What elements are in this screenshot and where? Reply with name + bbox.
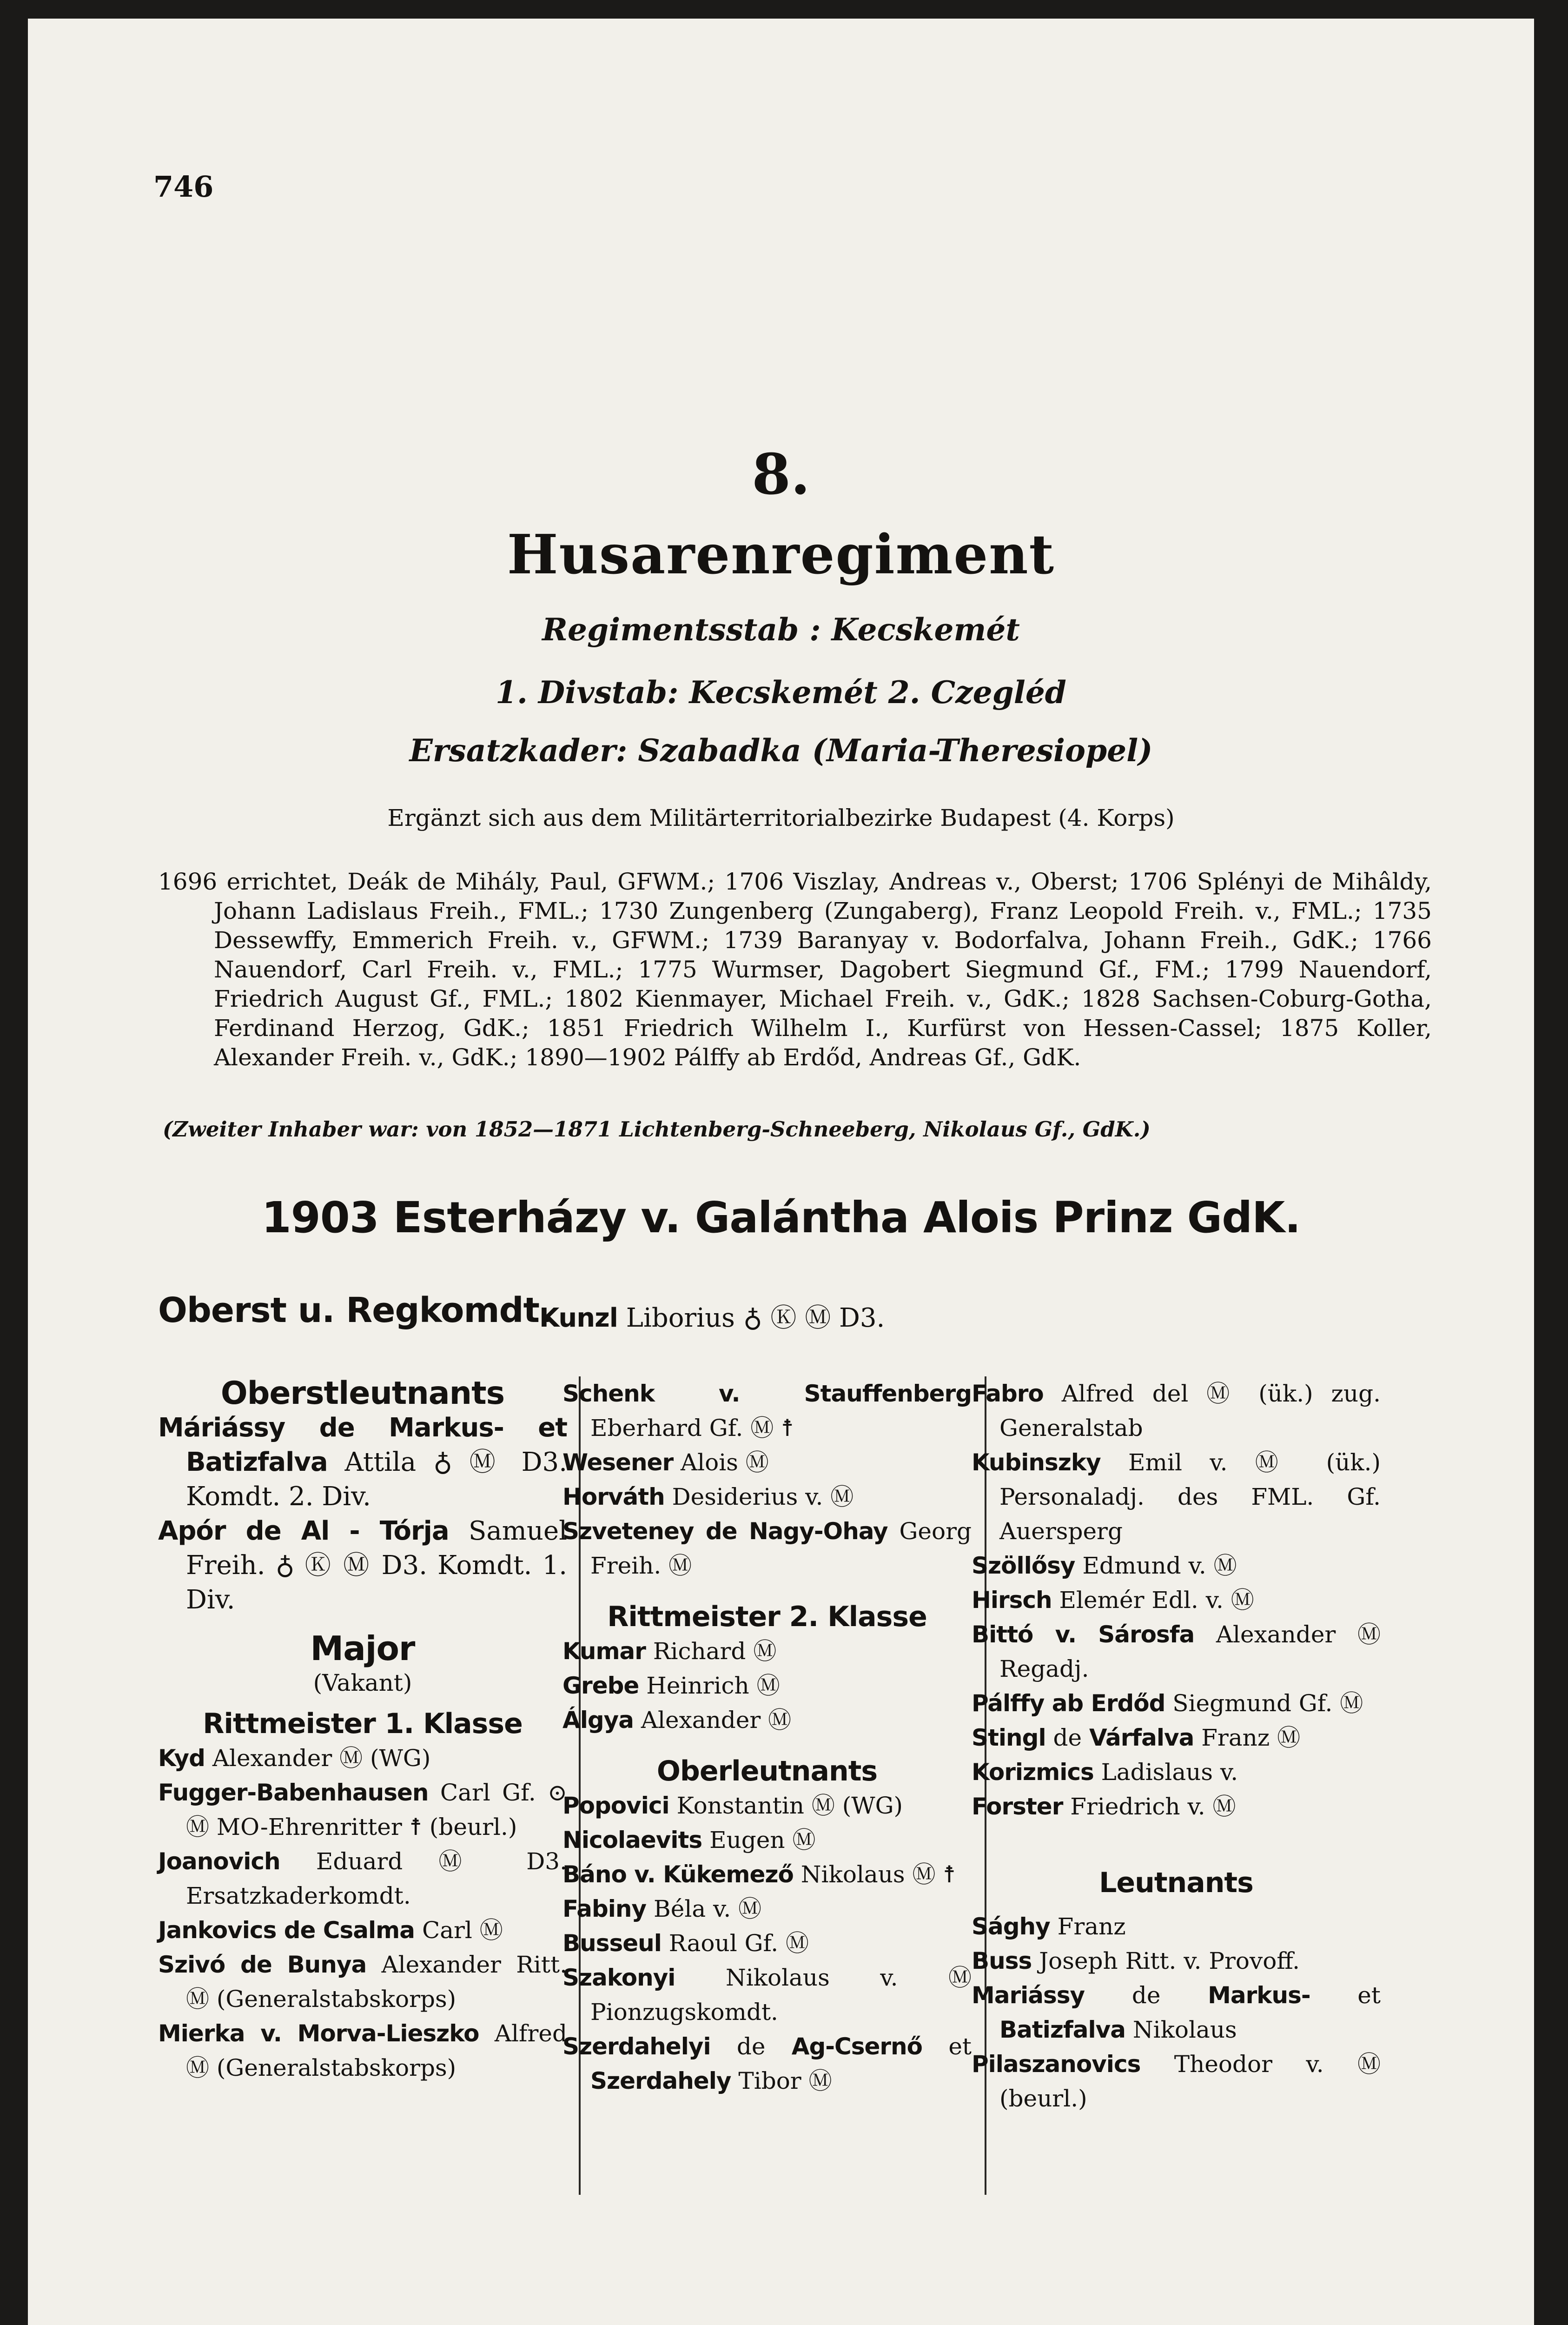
list-item bbox=[972, 1617, 1381, 1686]
list-item bbox=[562, 1514, 972, 1583]
list-item bbox=[158, 1741, 567, 1775]
entry-name: Mierka v. Morva-Lieszko bbox=[158, 2020, 479, 2047]
entry-name: Buss bbox=[972, 1947, 1032, 1974]
entry-details: Alfred Ⓜ (Generalstabskorps) bbox=[186, 2020, 567, 2081]
list-item bbox=[158, 1775, 567, 1844]
entry-name: Grebe bbox=[562, 1672, 639, 1699]
list-item bbox=[562, 1703, 972, 1737]
entry-details: Nikolaus bbox=[1132, 2016, 1237, 2043]
colonel-rank: Oberst u. Regkomdt. bbox=[158, 1290, 552, 1330]
list-item bbox=[158, 1514, 567, 1617]
column-2 bbox=[562, 1376, 972, 2098]
entry-details: Elemér Edl. v. Ⓜ bbox=[1059, 1587, 1254, 1614]
entry-details: Georg Freih. Ⓜ bbox=[590, 1518, 972, 1579]
entry-name: Szöllősy bbox=[972, 1552, 1075, 1579]
entry-details: Joseph Ritt. v. Provoff. bbox=[1039, 1947, 1300, 1974]
list-item bbox=[158, 1844, 567, 1913]
entry-name: Báno v. Kükemező bbox=[562, 1861, 794, 1888]
entry-details: Raoul Gf. Ⓜ bbox=[668, 1930, 809, 1957]
list-item bbox=[562, 1445, 972, 1480]
list-item bbox=[972, 2047, 1381, 2116]
entry-name: Horváth bbox=[562, 1483, 665, 1510]
entry-details: Alexander Ⓜ bbox=[641, 1707, 792, 1734]
list-item bbox=[972, 1720, 1381, 1755]
entry-name: Nicolaevits bbox=[562, 1827, 702, 1853]
entry-details: Theodor v. Ⓜ (beurl.) bbox=[999, 2051, 1381, 2112]
entry-name: Korizmics bbox=[972, 1759, 1094, 1786]
list-item bbox=[562, 1634, 972, 1668]
entry-name: Fugger-Babenhausen bbox=[158, 1779, 429, 1806]
entry-name: Kubinszky bbox=[972, 1449, 1101, 1476]
list-item bbox=[562, 1668, 972, 1703]
entry-name: Álgya bbox=[562, 1707, 634, 1734]
entry-details: Richard Ⓜ bbox=[653, 1638, 777, 1665]
entry-particle: de bbox=[1131, 1982, 1161, 2009]
list-item bbox=[972, 1376, 1381, 1445]
entry-name: Jankovics de Csalma bbox=[158, 1917, 415, 1944]
entry-details: Eugen Ⓜ bbox=[709, 1827, 816, 1853]
entry-name: Hirsch bbox=[972, 1587, 1052, 1614]
list-item bbox=[972, 1686, 1381, 1720]
entry-name: Szveteney de Nagy-Ohay bbox=[562, 1518, 888, 1545]
entry-name: Mariássy bbox=[972, 1982, 1085, 2009]
entry-name: Forster bbox=[972, 1793, 1063, 1820]
entry-name-part: Szerdahely bbox=[590, 2067, 731, 2094]
list-item bbox=[562, 1926, 972, 1960]
entry-name: Fabro bbox=[972, 1380, 1044, 1407]
entry-details: Carl Gf. ⊙ Ⓜ MO-Ehrenritter ☨ (beurl.) bbox=[186, 1779, 567, 1840]
major-vacant: (Vakant) bbox=[313, 1669, 412, 1696]
list-item bbox=[972, 1548, 1381, 1583]
heading-leutnants: Leutnants bbox=[1099, 1867, 1253, 1899]
entry-name: Kumar bbox=[562, 1638, 646, 1665]
list-item bbox=[972, 1583, 1381, 1617]
entry-details: Samuel Freih. ♁ Ⓚ Ⓜ D3. Komdt. 1. Div. bbox=[186, 1516, 567, 1615]
entry-name: Máriássy de Markus- et Batizfalva bbox=[158, 1413, 567, 1477]
entry-name: Schenk v. Stauffenberg bbox=[562, 1380, 972, 1407]
section-number: 8. bbox=[752, 442, 810, 507]
entry-details: Desiderius v. Ⓜ bbox=[672, 1483, 854, 1510]
entry-name: Busseul bbox=[562, 1930, 662, 1957]
page-title: Husarenregiment bbox=[507, 523, 1055, 586]
entry-particle: et bbox=[948, 2033, 972, 2060]
entry-particle: de bbox=[736, 2033, 766, 2060]
entry-details: Alexander Ritt. Ⓜ (Generalstabskorps) bbox=[186, 1951, 567, 2013]
entry-particle: de bbox=[1053, 1724, 1082, 1751]
entry-name: Szerdahelyi bbox=[562, 2033, 711, 2060]
entry-details: Ladislaus v. bbox=[1101, 1759, 1238, 1786]
list-item bbox=[972, 1789, 1381, 1824]
list-item bbox=[972, 1445, 1381, 1548]
entry-name: Stingl bbox=[972, 1724, 1046, 1751]
entry-details: Edmund v. Ⓜ bbox=[1082, 1552, 1237, 1579]
entry-details: Konstantin Ⓜ (WG) bbox=[676, 1792, 903, 1819]
entry-name: Szakonyi bbox=[562, 1964, 675, 1991]
entry-name: Apór de Al - Tórja bbox=[158, 1516, 449, 1546]
entry-name: Popovici bbox=[562, 1792, 669, 1819]
entry-details: Nikolaus v. Ⓜ Pionzugskomdt. bbox=[590, 1964, 972, 2026]
entry-details: Friedrich v. Ⓜ bbox=[1070, 1793, 1236, 1820]
list-item bbox=[562, 1857, 972, 1892]
entry-name: Pilaszanovics bbox=[972, 2051, 1141, 2078]
list-item bbox=[562, 1823, 972, 1857]
list-item bbox=[158, 2016, 567, 2085]
list-item bbox=[158, 1411, 567, 1514]
entry-details: Heinrich Ⓜ bbox=[646, 1672, 780, 1699]
entry-details: Tibor Ⓜ bbox=[738, 2067, 832, 2094]
entry-name: Wesener bbox=[562, 1449, 674, 1476]
regiment-history: 1696 errichtet, Deák de Mihály, Paul, GFWM.; 1706 Viszlay, Andreas v., Oberst; 1706 Splényi de Mihâldy, Johann Ladislaus Freih., FML.; 1730 Zungenberg (Zungaberg), Franz Leopold Freih. v., FML.; 1735 Dessewffy, Emmerich Freih. v., GFWM.; 1739 Baranyay v. Bodorfalva, Johann Freih., GdK.; 1766 Nauendorf, Carl Freih. v., FML.; 1775 Wurmser, Dagobert Siegmund Gf., FM.; 1799 Nauendorf, Friedrich August Gf., FML.; 1802 Kienmayer, Michael Freih. v., GdK.; 1828 Sachsen-Coburg-Gotha, Ferdinand Herzog, GdK.; 1851 Friedrich Wilhelm I., Kurfürst von Hessen-Cassel; 1875 Koller, Alexander Freih. v., GdK.; 1890—1902 Pálffy ab Erdőd, Andreas Gf., GdK. bbox=[158, 868, 1432, 1071]
regiment-staff: Regimentsstab : Kecskemét bbox=[542, 611, 1020, 648]
heading-major: Major bbox=[310, 1629, 415, 1668]
entry-details: Eberhard Gf. Ⓜ ☨ bbox=[590, 1415, 794, 1442]
entry-details: Béla v. Ⓜ bbox=[654, 1895, 762, 1922]
heading-oberstleutnants: Oberstleutnants bbox=[220, 1375, 505, 1412]
entry-name-part: Várfalva bbox=[1089, 1724, 1194, 1751]
division-staffs: 1. Divstab: Kecskemét 2. Czegléd bbox=[496, 674, 1066, 711]
entry-name: Szivó de Bunya bbox=[158, 1951, 367, 1978]
entry-particle: et bbox=[1357, 1982, 1381, 2009]
column-3 bbox=[972, 1376, 1381, 2116]
reserve-cadre: Ersatzkader: Szabadka (Maria-Theresiopel) bbox=[409, 732, 1153, 769]
entry-name-part: Markus- bbox=[1208, 1982, 1310, 2009]
recruitment-district: Ergänzt sich aus dem Militärterritorialbezirke Budapest (4. Korps) bbox=[387, 804, 1175, 831]
colonel-details: Liborius ♁ Ⓚ Ⓜ D3. bbox=[626, 1303, 885, 1333]
entry-name: Kyd bbox=[158, 1745, 205, 1772]
entry-details: Attila ♁ Ⓜ D3. Komdt. 2. Div. bbox=[186, 1447, 567, 1512]
entry-name: Joanovich bbox=[158, 1848, 280, 1875]
second-owner-note: (Zweiter Inhaber war: von 1852—1871 Lichtenberg-Schneeberg, Nikolaus Gf., GdK.) bbox=[163, 1117, 1151, 1142]
entry-name-part: Ag-Csernő bbox=[791, 2033, 923, 2060]
entry-details: Franz Ⓜ bbox=[1201, 1724, 1301, 1751]
entry-details: Nikolaus Ⓜ ☨ bbox=[801, 1861, 956, 1888]
entry-details: Emil v. Ⓜ (ük.) Personaladj. des FML. Gf. Auersperg bbox=[999, 1449, 1381, 1545]
list-item bbox=[972, 1944, 1381, 1978]
entry-details: Siegmund Gf. Ⓜ bbox=[1172, 1690, 1363, 1717]
entry-details: Alois Ⓜ bbox=[681, 1449, 769, 1476]
entry-details: Franz bbox=[1057, 1913, 1126, 1940]
list-item bbox=[158, 1913, 567, 1947]
colonel-surname: Kunzl bbox=[539, 1303, 618, 1333]
entry-name: Bittó v. Sárosfa bbox=[972, 1621, 1195, 1648]
entry-name: Pálffy ab Erdőd bbox=[972, 1690, 1165, 1717]
entry-details: Alexander Ⓜ Regadj. bbox=[999, 1621, 1381, 1682]
list-item bbox=[562, 1892, 972, 1926]
entry-name: Sághy bbox=[972, 1913, 1050, 1940]
list-item bbox=[972, 1909, 1381, 1944]
list-item bbox=[158, 1947, 567, 2016]
entry-details: Carl Ⓜ bbox=[422, 1917, 503, 1944]
heading-rittmeister-1: Rittmeister 1. Klasse bbox=[203, 1707, 523, 1740]
regiment-owner: 1903 Esterházy v. Galántha Alois Prinz GdK. bbox=[261, 1193, 1301, 1242]
list-item bbox=[562, 1376, 972, 1445]
list-item bbox=[972, 1978, 1381, 2047]
list-item bbox=[562, 1480, 972, 1514]
list-item bbox=[562, 2029, 972, 2098]
entry-details: Alfred del Ⓜ (ük.) zug. Generalstab bbox=[999, 1380, 1381, 1442]
heading-rittmeister-2: Rittmeister 2. Klasse bbox=[607, 1601, 927, 1633]
list-item bbox=[972, 1755, 1381, 1789]
heading-oberleutnants: Oberleutnants bbox=[656, 1755, 878, 1787]
entry-details: Alexander Ⓜ (WG) bbox=[212, 1745, 431, 1772]
list-item bbox=[562, 1960, 972, 2029]
page-number: 746 bbox=[153, 170, 214, 204]
colonel-entry bbox=[539, 1297, 885, 1335]
list-item bbox=[562, 1788, 972, 1823]
entry-name-part: Batizfalva bbox=[999, 2016, 1125, 2043]
entry-details: Eduard Ⓜ D3. Ersatzkaderkomdt. bbox=[186, 1848, 567, 1909]
column-1 bbox=[158, 1376, 567, 2085]
entry-name: Fabiny bbox=[562, 1895, 647, 1922]
